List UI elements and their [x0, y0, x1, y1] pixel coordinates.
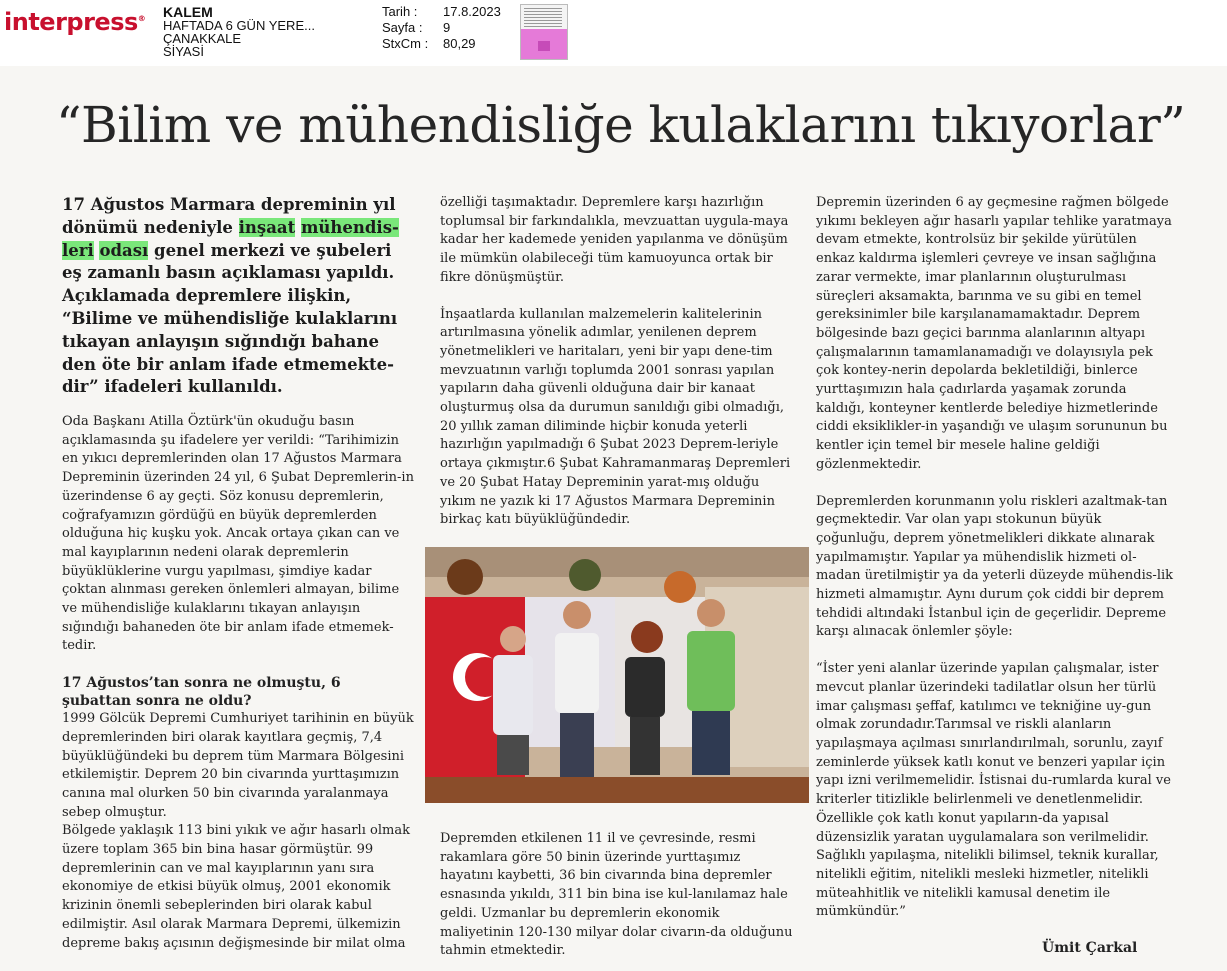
paragraph: Oda Başkanı Atilla Öztürk'ün okuduğu basın açıklamasında şu ifadelere yer verildi: “Tarihimizin en yıkıcı depremlerinden olan 17 Ağustos Marmara Depreminin üzerinden 24 yıl, 6 Şubat Depremlerin-in üzerindense 6 ay geçti. Söz konusu depremlerin, coğrafyamızın gördüğü en büyük depremlerden olduğuna hiç kuşku yok. Ancak ortaya çıkan can ve mal kayıplarının nedeni olarak depremlerin büyüklüklerine vurgu yapılması, şimdiye kadar çoktan alınması gereken önlemleri almayan, bilime ve mühendisliğe kulaklarını tıkayan anlayışın sığındığı bahaneden öte bir anlam ifade etmemek-tedir.	[62, 414, 414, 654]
paragraph: Bölgede yaklaşık 113 bini yıkık ve ağır hasarlı olmak üzere toplam 365 bin bina hasar görmüştür. 99 depremlerinin can ve mal kayıplarının yanı sıra ekonomiye de etkisi büyük olmuş, 2001 ekonomik krizinin önemli sebeplerinden biri olarak kabul edilmiştir. Asıl olarak Marmara Depremi, ülkemizin depreme bakış açısının değişmesinde bir milat olma	[62, 823, 410, 951]
meta-row-page: Sayfa : 9	[382, 20, 451, 35]
meta-row-stxcm: StxCm : 80,29	[382, 36, 476, 51]
paragraph: Depremin üzerinden 6 ay geçmesine rağmen bölgede yıkımı bekleyen ağır hasarlı yapılar tehlike yaratmaya devam etmekte, kontrolsüz bir şekilde yürütülen enkaz kaldırma işlemleri çevreye ve insan sağlığına zarar vermekte, imar planlarının oluşturulması süreçleri aksamakta, barınma ve su gibi en temel gereksinimler bile karşılanamamaktadır. Deprem bölgesinde bazı geçici barınma alanlarının altyapı çalışmalarının tamamlanamadığı ve dolayısıyla pek çok kontey-nerin depolarda bekletildiği, binlerce yurttaşımızın hala çadırlarda yaşamak zorunda kaldığı, konteyner kentlerde belediye hizmetlerinde ciddi eksiklikler-in yaşandığı ve ulaşım sorununun bu kentler için temel bir mesele haline geldiği gözlenmektedir.	[816, 195, 1172, 472]
section-subheading: 17 Ağustos’tan sonra ne olmuştu, 6 şubattan sonra ne oldu?	[62, 675, 341, 710]
group-photo-image	[425, 547, 809, 803]
clipping-meta	[382, 4, 501, 52]
article-author: Ümit Çarkal	[1042, 940, 1138, 956]
highlight-keyword: inşaat	[238, 217, 296, 237]
meta-row-date: Tarih : 17.8.2023	[382, 4, 501, 19]
highlight-keyword: leri	[62, 240, 94, 260]
publication-info	[163, 6, 315, 58]
column-2	[440, 194, 792, 530]
publication-city: ÇANAKKALE	[163, 31, 242, 46]
paragraph: Depremlerden korunmanın yolu riskleri azaltmak-tan geçmektedir. Var olan yapı stokunun büyük çoğunluğu, deprem yönetmelikleri dikkate alınarak yapılmamıştır. Yapılar ya mühendislik hizmeti ol-madan üretilmiştir ya da yeterli düzeyde mühendis-lik hizmeti almamıştır. Aynı durum çok ciddi bir deprem tehdidi altındaki İstanbul için de geçerlidir. Depreme karşı alınacak önlemler şöyle:	[816, 493, 1174, 640]
publication-subtitle: HAFTADA 6 GÜN YERE...	[163, 18, 315, 33]
page-thumbnail[interactable]	[520, 4, 568, 60]
paragraph: Depremden etkilenen 11 il ve çevresinde, resmi rakamlara göre 50 binin üzerinde yurttaşımız hayatını kaybetti, 36 bin civarında bina depremler esnasında yıkıldı, 311 bin bina ise kul-lanılamaz hale geldi. Uzmanlar bu depremlerin ekonomik maliyetinin 120-130 milyar dolar civarın-da olduğunu tahmin etmektedir.	[440, 831, 793, 959]
publication-category: SİYASİ	[163, 44, 204, 59]
interpress-logo: interpress®	[4, 8, 146, 36]
paragraph: 1999 Gölcük Depremi Cumhuriyet tarihinin en büyük depremlerinden biri olarak kayıtlara geçmiş, 7,4 büyüklüğündeki bu deprem tüm Marmara Bölgesini etkilemiştir. Deprem 20 bin civarında yurttaşımızın canına mal olurken 50 bin civarında yaralanmaya sebep olmuştur.	[62, 711, 414, 820]
highlight-keyword: odası	[99, 240, 149, 260]
clipping-header	[0, 0, 1227, 66]
article-headline: “Bilim ve mühendisliğe kulaklarını tıkıyorlar”	[56, 96, 1186, 154]
article-photo	[425, 547, 809, 803]
column-2-bottom	[440, 830, 796, 961]
publication-name: KALEM	[163, 4, 213, 20]
column-3	[816, 194, 1176, 922]
highlight-keyword: mühendis-	[300, 217, 399, 237]
paragraph: “İster yeni alanlar üzerinde yapılan çalışmalar, ister mevcut planlar üzerindeki tadilatlar olsun her türlü imar çalışması şeffaf, katılımcı ve tekniğine uy-gun olmak zorundadır.Tarımsal ve riskli alanların yapılaşmaya açılması sınırlandırılmalı, sorunlu, zayıf zeminlerde yüksek katlı konut ve benzeri yapılar için yapı izni verilmemelidir. İstisnai du-rumlarda kural ve kriterler titizlikle belirlenmeli ve denetlenmelidir. Özellikle çok katlı konut yapıların-da yapısal düzensizlik yaratan uygulamalara son verilmelidir.	[816, 661, 1171, 845]
article-lead: 17 Ağustos Marmara depreminin yıl dönümü nedeniyle inşaat mühendis- leri odası genel merkezi ve şubeleri eş zamanlı basın açıklaması yapıldı. Açıklamada depremlere ilişkin, “Bilime ve mühendisliğe kulaklarını tıkayan anlayışın sığındığı bahane den öte bir anlam ifade etmemekte-dir” ifadeleri kullanıldı.	[62, 195, 399, 397]
paragraph: özelliği taşımaktadır. Depremlere karşı hazırlığın toplumsal bir farkındalıkla, mevzuattan uygula-maya kadar her kademede yeniden yapılanma ve dönüşüm ile mümkün olabileceği tüm kamuoyunca ortak bir fikre dönüşmüştür.	[440, 195, 789, 285]
paragraph: İnşaatlarda kullanılan malzemelerin kalitelerinin artırılmasına yönelik adımlar, yenilenen deprem yönetmelikleri ve haritaları, yeni bir yapı dene-tim mevzuatının varlığı toplumda 2001 sonrası yapılan yapıların daha güvenli olduğuna dair bir kanaat oluşturmuş olsa da durumun sanıldığı gibi olmadığı, 20 yıllık zaman diliminde hiçbir konuda yeterli hazırlığın yapılmadığı 6 Şubat 2023 Deprem-leriyle ortaya çıkmıştır.6 Şubat Kahramanmaraş Depremleri ve 20 Şubat Hatay Depreminin yarat-mış olduğu yıkım ne yazık ki 17 Ağustos Marmara Depreminin birkaç katı büyüklüğündedir.	[440, 306, 791, 528]
column-1	[62, 413, 414, 953]
paragraph: Sağlıklı yapılaşma, nitelikli bilimsel, teknik kurallar, nitelikli eğitim, nitelikli mesleki hizmetler, nitelikli müteahhitlik ve nitelikli kamusal denetim ile mümkündür.”	[816, 848, 1159, 920]
